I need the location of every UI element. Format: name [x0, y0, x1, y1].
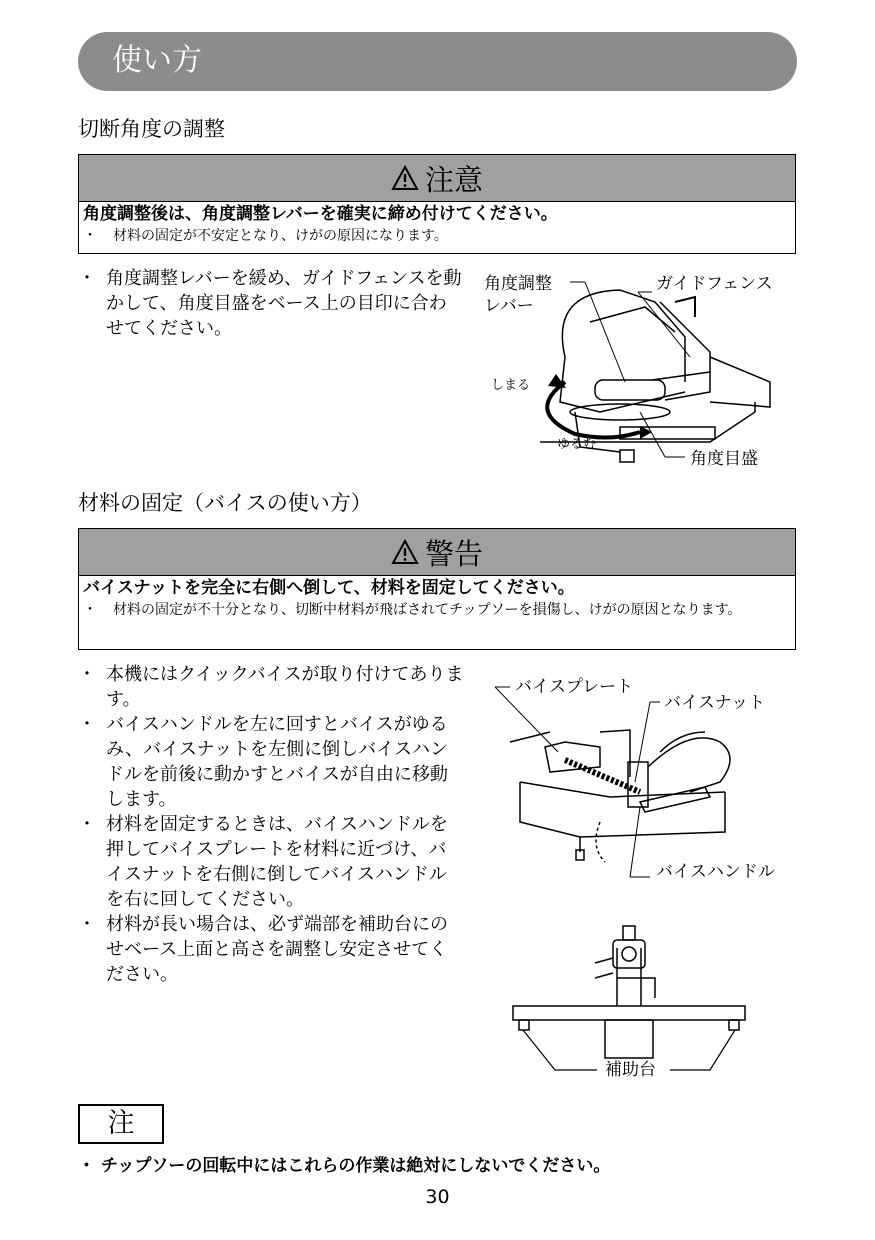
- label-support-stand: 補助台: [605, 1060, 656, 1080]
- list-item: ・ 材料を固定するときは、バイスハンドルを押してバイスプレートを材料に近づけ、バイスナットを右側に倒してバイスハンドルを右に回してください。: [78, 814, 448, 910]
- list-item: ・ 材料が長い場合は、必ず端部を補助台にのせベース上面と高さを調整し安定させてください。: [78, 914, 448, 985]
- label-vise-nut: バイスナット: [664, 693, 766, 713]
- label-loosen: ゆるむ: [557, 437, 597, 452]
- caution-sub: ・ 材料の固定が不安定となり、けがの原因になります。: [83, 228, 448, 244]
- note-bullet: ・: [78, 1156, 95, 1176]
- warning-triangle-icon: [391, 165, 419, 191]
- cut-angle-instructions: [78, 266, 464, 341]
- note-label-box: 注: [78, 1104, 164, 1144]
- caution-label: 注意: [424, 162, 483, 197]
- warning-band: [79, 529, 795, 576]
- page-number: 30: [425, 1186, 450, 1208]
- warning-box: [78, 528, 796, 650]
- caution-band: [79, 155, 795, 202]
- warning-label: 警告: [424, 536, 483, 571]
- label-angle-lever: 角度調整 レバー: [484, 274, 552, 316]
- section-title-material-fix: 材料の固定（バイスの使い方）: [78, 491, 372, 515]
- label-vise-plate: バイスプレート: [515, 677, 634, 697]
- label-guide-fence: ガイドフェンス: [656, 274, 773, 294]
- caution-lead: 角度調整後は、角度調整レバーを確実に締め付けてください。: [83, 204, 558, 224]
- note-text: ・ チップソーの回転中にはこれらの作業は絶対にしないでください。: [78, 1156, 611, 1176]
- list-item: ・ バイスハンドルを左に回すとバイスがゆるみ、バイスナットを左側に倒しバイスハンドルを前後に動かすとバイスが自由に移動します。: [78, 714, 448, 810]
- list-item: ・ 本機にはクイックバイスが取り付けてあります。: [78, 664, 464, 710]
- vise-instructions: [78, 662, 464, 987]
- list-item: ・ 角度調整レバーを緩め、ガイドフェンスを動かして、角度目盛をベース上の目印に合わせてください。: [78, 268, 462, 339]
- section-title-cut-angle: 切断角度の調整: [78, 117, 225, 141]
- label-tighten: しまる: [491, 378, 531, 393]
- page-title: 使い方: [112, 43, 202, 78]
- caution-box: [78, 154, 796, 254]
- warning-lead: バイスナットを完全に右側へ倒して、材料を固定してください。: [83, 578, 575, 598]
- warning-sub: ・ 材料の固定が不十分となり、切断中材料が飛ばされてチップソーを損傷し、けがの原因となります。: [83, 602, 742, 618]
- label-angle-scale: 角度目盛: [690, 449, 758, 469]
- label-vise-handle: バイスハンドル: [656, 862, 775, 882]
- warning-triangle-icon: [391, 539, 419, 565]
